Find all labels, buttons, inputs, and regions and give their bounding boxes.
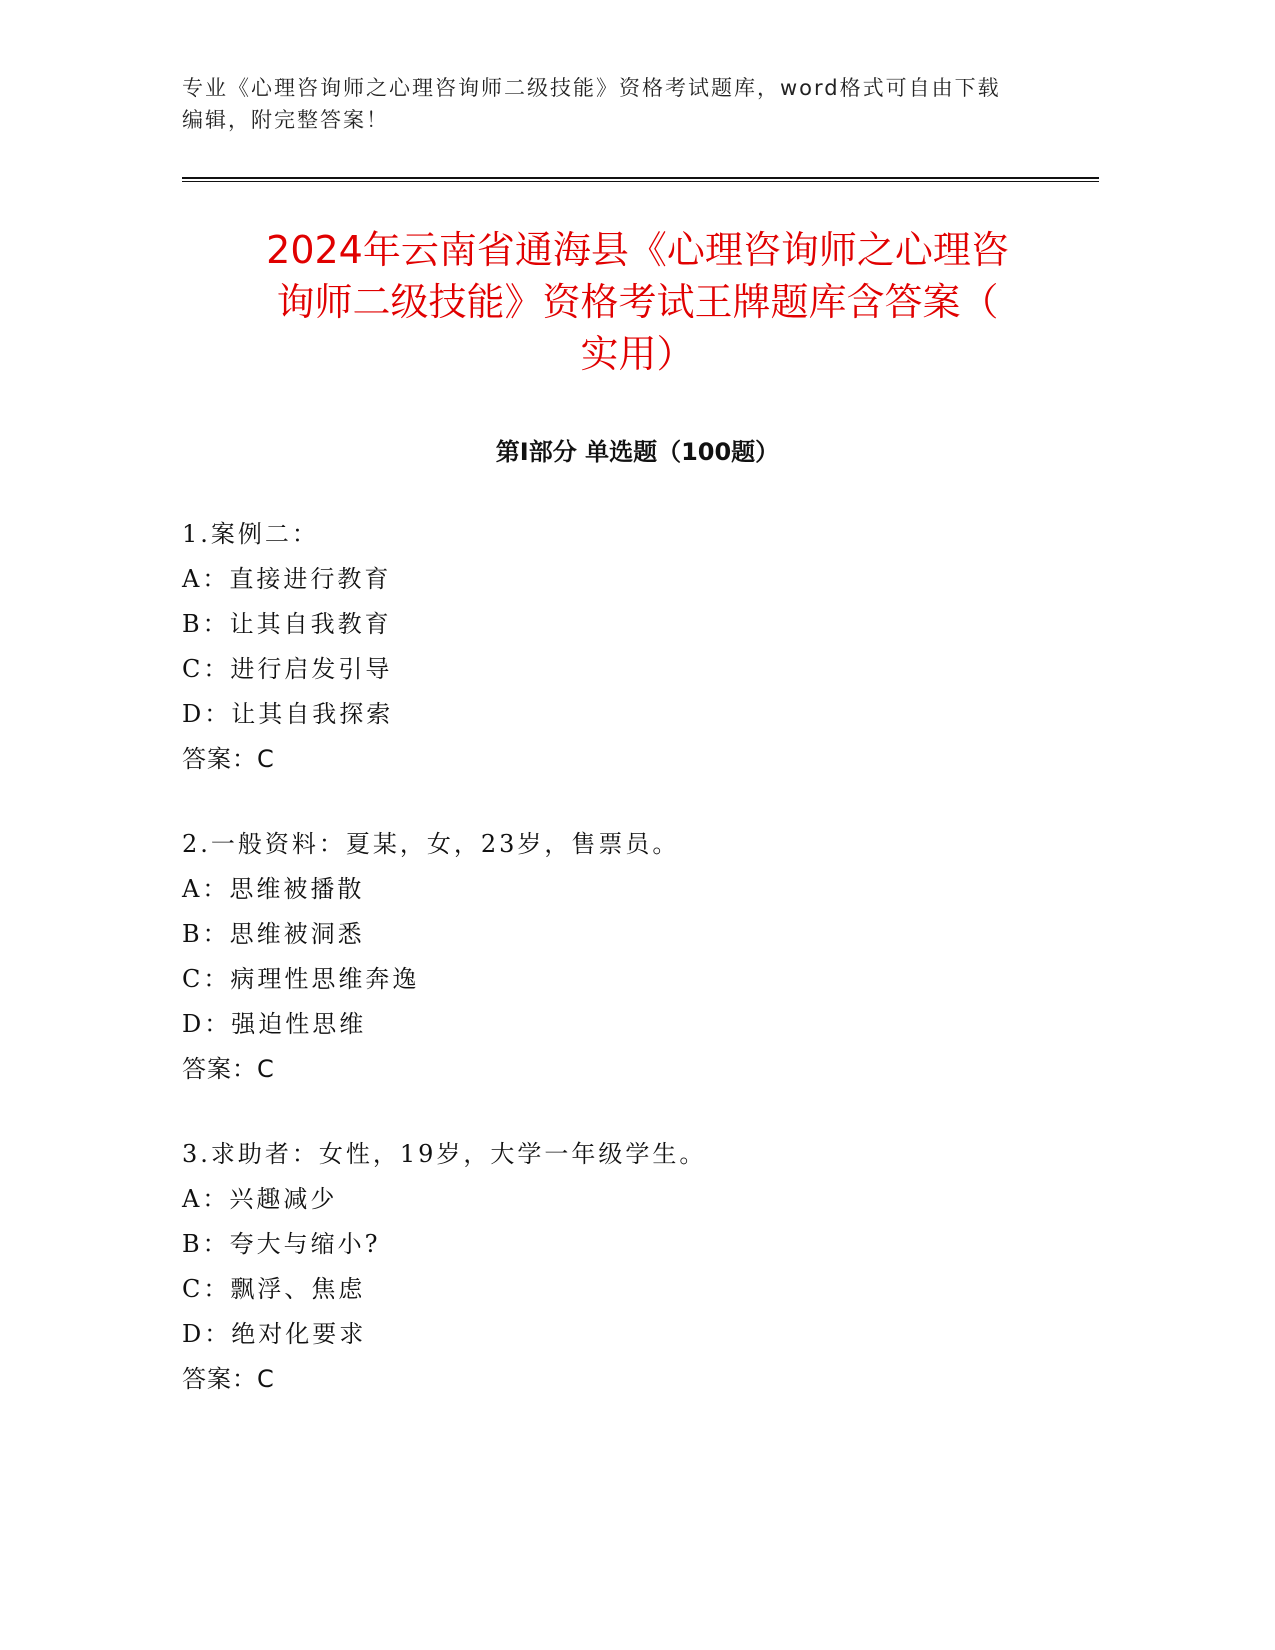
answer: 答案：C	[182, 745, 275, 773]
option-b: B：夸大与缩小?	[182, 1230, 381, 1258]
section-title: 第Ⅰ部分 单选题（100题）	[495, 438, 780, 466]
option-b: B：让其自我教育	[182, 610, 392, 638]
option-c: C：飘浮、焦虑	[182, 1275, 366, 1303]
question-2	[182, 822, 1102, 1092]
question-stem: 1.案例二：	[182, 520, 319, 548]
header-line-1: 专业《心理咨询师之心理咨询师二级技能》资格考试题库，word格式可自由下载	[182, 76, 1001, 100]
answer: 答案：C	[182, 1365, 275, 1393]
question-stem: 3.求助者：女性，19岁，大学一年级学生。	[182, 1140, 707, 1168]
option-a: A：兴趣减少	[182, 1185, 338, 1213]
option-c: C：进行启发引导	[182, 655, 393, 683]
option-c: C：病理性思维奔逸	[182, 965, 420, 993]
option-a: A：直接进行教育	[182, 565, 392, 593]
title-line-2: 询师二级技能》资格考试王牌题库含答案（	[276, 280, 999, 324]
option-b: B：思维被洞悉	[182, 920, 365, 948]
header-rule-thick	[182, 177, 1099, 179]
option-a: A：思维被播散	[182, 875, 365, 903]
question-1	[182, 512, 1102, 782]
title-line-3: 实用）	[580, 332, 695, 376]
question-stem: 2.一般资料：夏某，女，23岁，售票员。	[182, 830, 680, 858]
option-d: D：绝对化要求	[182, 1320, 367, 1348]
question-3	[182, 1132, 1102, 1402]
question-list	[182, 512, 1102, 1442]
header-rule-thin	[182, 181, 1099, 182]
answer: 答案：C	[182, 1055, 275, 1083]
document-header	[182, 72, 1082, 136]
title-line-1: 2024年云南省通海县《心理咨询师之心理咨	[266, 228, 1009, 272]
option-d: D：强迫性思维	[182, 1010, 367, 1038]
document-title	[150, 224, 1125, 380]
header-line-2: 编辑，附完整答案！	[182, 108, 389, 132]
option-d: D：让其自我探索	[182, 700, 394, 728]
